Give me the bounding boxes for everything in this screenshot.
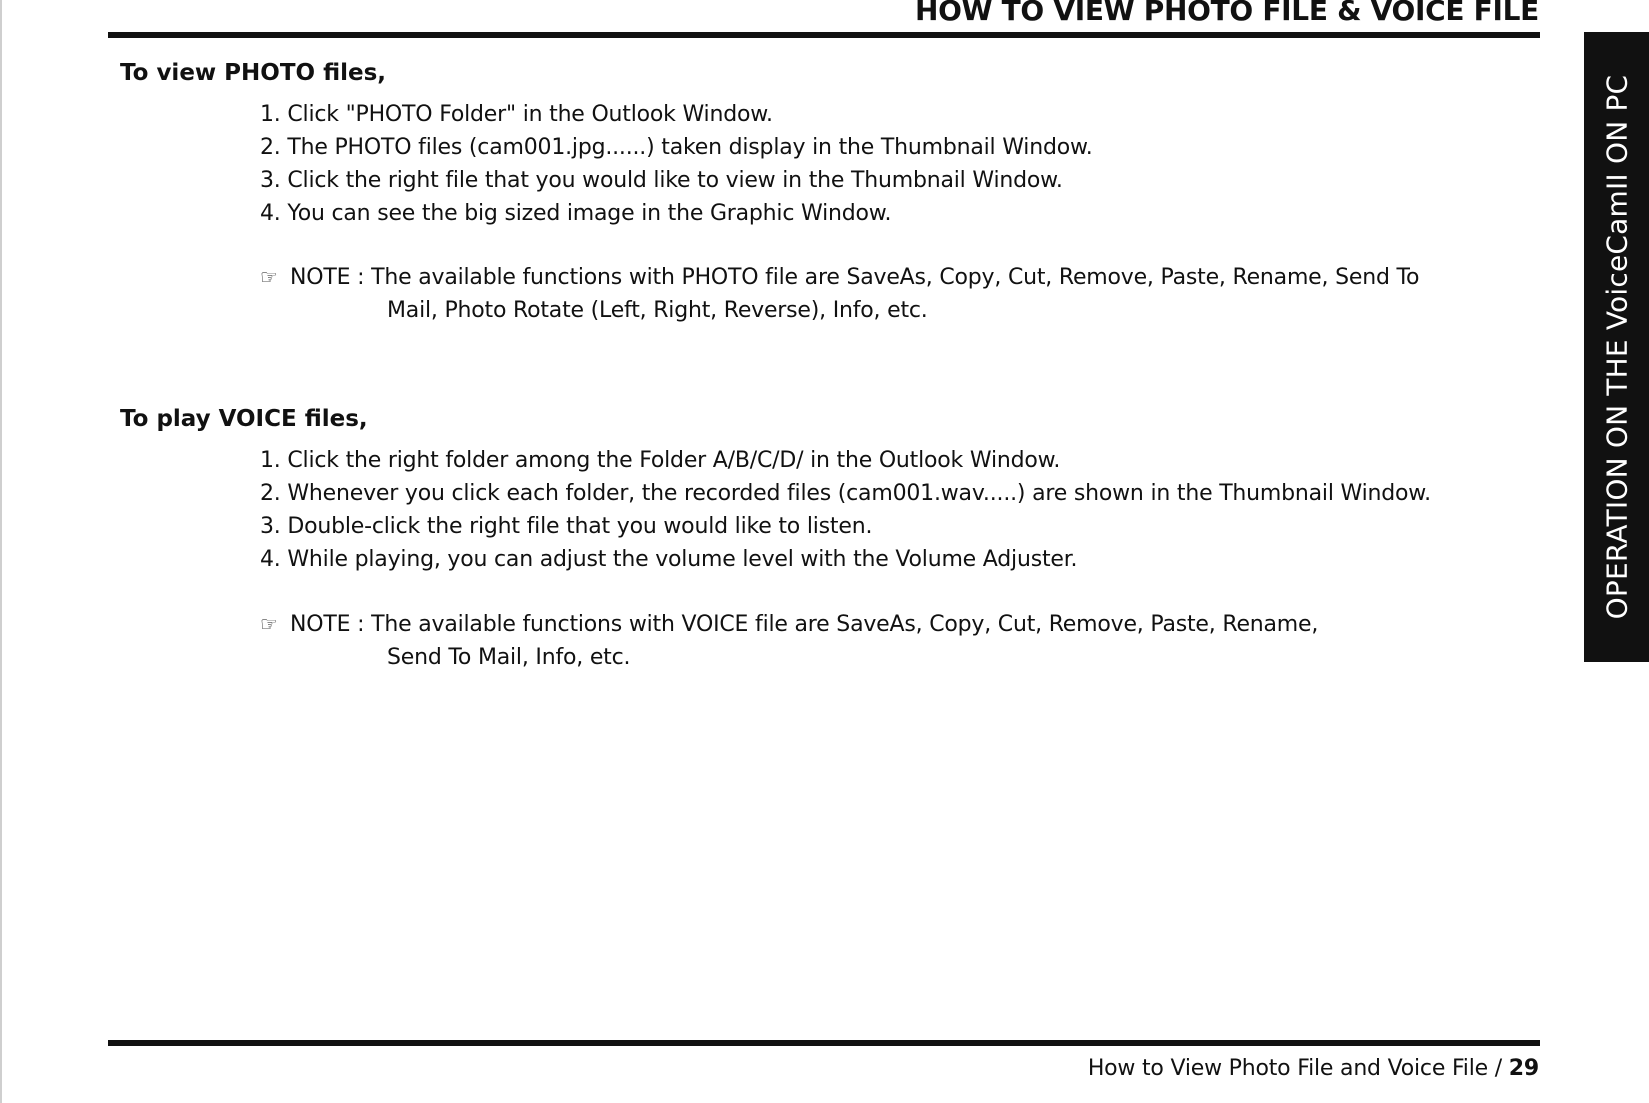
side-tab-label: OPERATION ON THE VoiceCamII ON PC — [1600, 74, 1633, 620]
page-footer — [1088, 1056, 1539, 1081]
voice-step-1: 1. Click the right folder among the Folder A/B/C/D/ in the Outlook Window. — [260, 448, 1061, 473]
voice-section-heading: To play VOICE files, — [120, 406, 368, 432]
voice-note-continuation: Send To Mail, Info, etc. — [387, 645, 631, 670]
voice-note — [260, 612, 1318, 637]
pointing-hand-icon: ☞ — [260, 265, 278, 289]
footer-text: How to View Photo File and Voice File / — [1087, 1056, 1509, 1081]
photo-note-text: NOTE : The available functions with PHOTO file are SaveAs, Copy, Cut, Remove, Paste, Rename, Send To — [290, 265, 1420, 290]
page-title: HOW TO VIEW PHOTO FILE & VOICE FILE — [914, 0, 1539, 27]
voice-step-2: 2. Whenever you click each folder, the recorded files (cam001.wav.....) are shown in the Thumbnail Window. — [260, 481, 1431, 506]
page-number: 29 — [1508, 1056, 1539, 1081]
photo-note-continuation: Mail, Photo Rotate (Left, Right, Reverse), Info, etc. — [387, 298, 928, 323]
photo-step-1: 1. Click "PHOTO Folder" in the Outlook Window. — [260, 102, 773, 127]
photo-note — [260, 265, 1419, 290]
header-rule — [108, 32, 1540, 38]
side-tab — [1584, 32, 1649, 662]
photo-step-2: 2. The PHOTO files (cam001.jpg......) taken display in the Thumbnail Window. — [260, 135, 1093, 160]
voice-step-3: 3. Double-click the right file that you would like to listen. — [260, 514, 873, 539]
photo-step-3: 3. Click the right file that you would like to view in the Thumbnail Window. — [260, 168, 1063, 193]
voice-step-4: 4. While playing, you can adjust the volume level with the Volume Adjuster. — [260, 547, 1078, 572]
footer-rule — [108, 1040, 1540, 1046]
page-edge — [0, 0, 2, 1103]
photo-step-4: 4. You can see the big sized image in the Graphic Window. — [260, 201, 892, 226]
pointing-hand-icon: ☞ — [260, 612, 278, 636]
voice-note-text: NOTE : The available functions with VOICE file are SaveAs, Copy, Cut, Remove, Paste, Rename, — [290, 612, 1319, 637]
photo-section-heading: To view PHOTO files, — [120, 60, 387, 86]
